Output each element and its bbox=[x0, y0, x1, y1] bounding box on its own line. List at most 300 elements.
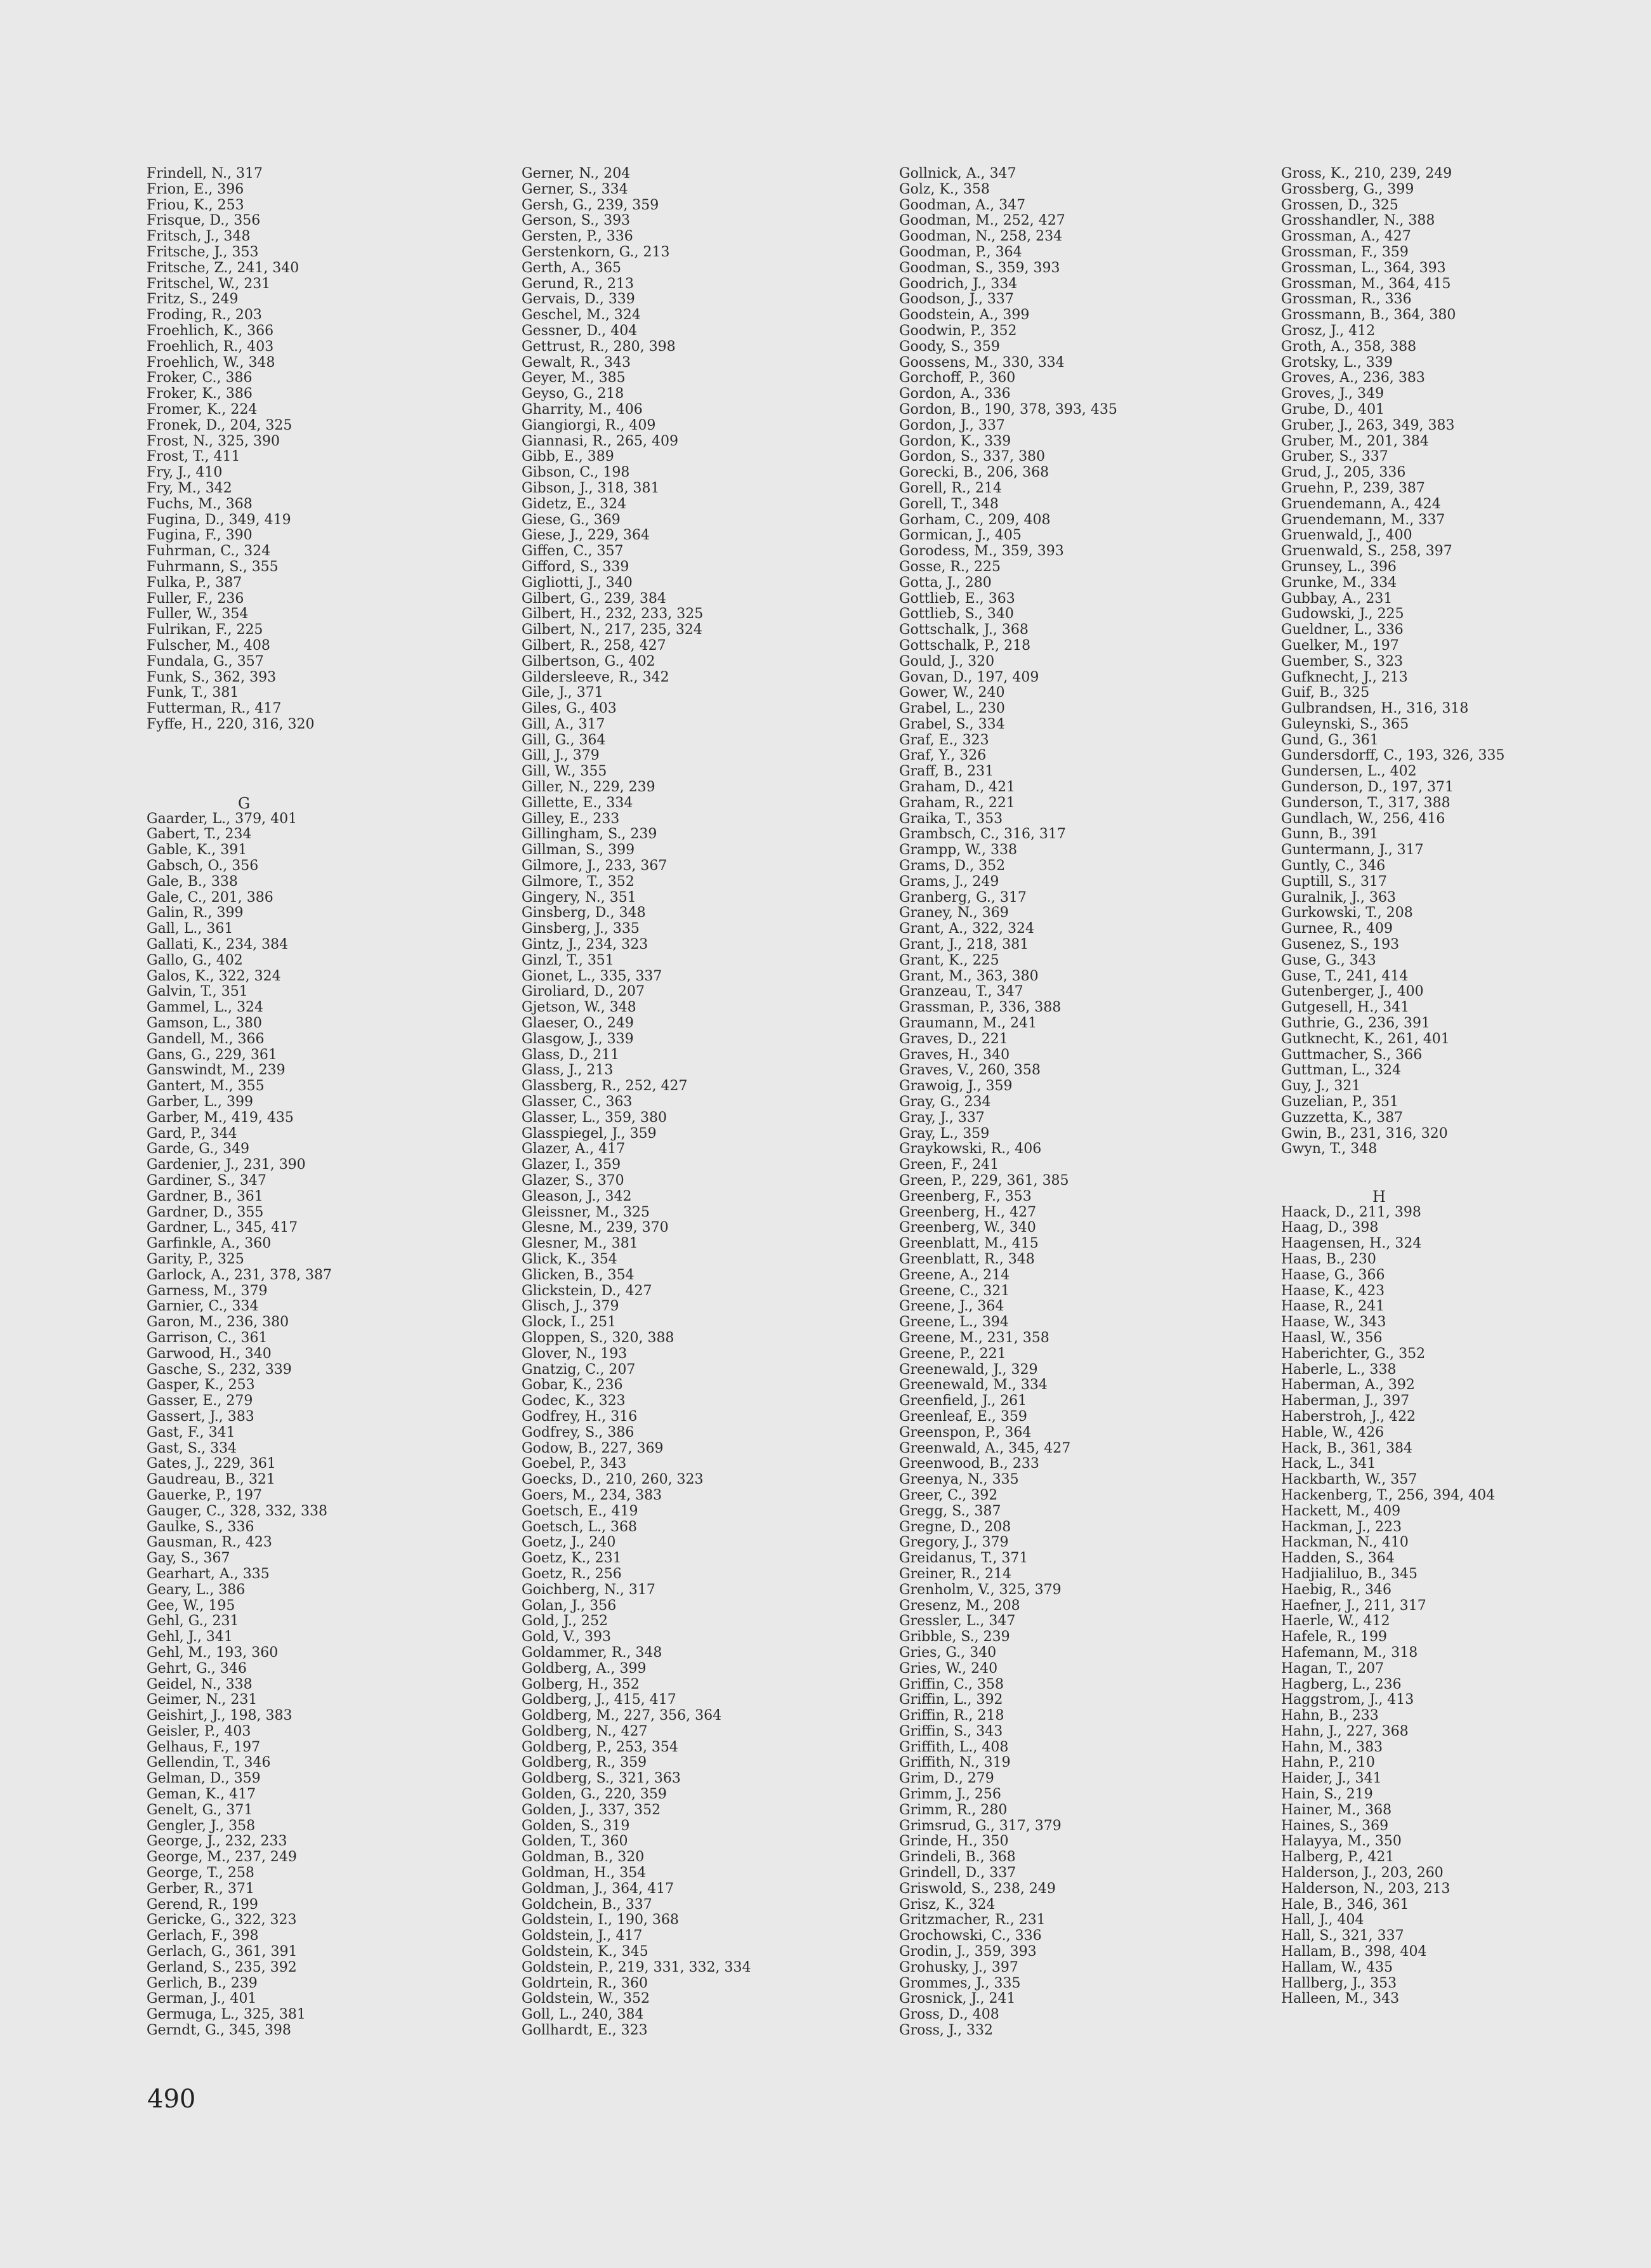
index-entry: Gray, J., 337 bbox=[899, 1109, 985, 1126]
index-entry: Geyso, G., 218 bbox=[522, 386, 624, 402]
index-entry: Hable, W., 426 bbox=[1281, 1424, 1385, 1441]
index-entry: Guy, J., 321 bbox=[1281, 1078, 1361, 1095]
index-entry: Hahn, P., 210 bbox=[1281, 1755, 1375, 1771]
index-entry: Golden, J., 337, 352 bbox=[522, 1802, 661, 1818]
index-entry: Grant, A., 322, 324 bbox=[899, 921, 1035, 937]
index-entry: Giangiorgi, R., 409 bbox=[522, 417, 656, 433]
index-entry: Hackman, J., 223 bbox=[1281, 1519, 1402, 1535]
index-entry: Goodman, P., 364 bbox=[899, 244, 1022, 260]
index-entry: Grisz, K., 324 bbox=[899, 1896, 996, 1913]
index-entry: Graves, V., 260, 358 bbox=[899, 1062, 1041, 1079]
index-entry: Gwyn, T., 348 bbox=[1281, 1141, 1378, 1157]
index-entry: Geschel, M., 324 bbox=[522, 307, 641, 324]
index-entry: Graves, H., 340 bbox=[899, 1046, 1010, 1063]
index-entry: Green, F., 241 bbox=[899, 1157, 999, 1173]
index-entry: Greenleaf, E., 359 bbox=[899, 1408, 1027, 1425]
index-entry: Grimsrud, G., 317, 379 bbox=[899, 1817, 1062, 1834]
index-entry: Grindell, D., 337 bbox=[899, 1865, 1016, 1882]
index-entry: Gabsch, O., 356 bbox=[147, 858, 259, 874]
index-entry: Grossen, D., 325 bbox=[1281, 197, 1398, 213]
index-entry: Froehlich, R., 403 bbox=[147, 338, 274, 355]
index-entry: Gable, K., 391 bbox=[147, 842, 247, 859]
index-entry: Gordon, S., 337, 380 bbox=[899, 449, 1046, 465]
index-entry: Giese, J., 229, 364 bbox=[522, 527, 650, 544]
index-entry: Haasl, W., 356 bbox=[1281, 1329, 1383, 1346]
index-entry: Fugina, D., 349, 419 bbox=[147, 511, 291, 528]
index-entry: Gottlieb, S., 340 bbox=[899, 606, 1014, 623]
index-entry: Galos, K., 322, 324 bbox=[147, 968, 281, 984]
index-entry: Gundlach, W., 256, 416 bbox=[1281, 810, 1445, 827]
section-heading: G bbox=[238, 794, 251, 812]
index-entry: Gardner, D., 355 bbox=[147, 1204, 264, 1220]
index-entry: Geyer, M., 385 bbox=[522, 370, 626, 386]
index-entry: Grams, D., 352 bbox=[899, 858, 1006, 874]
index-entry: Grosz, J., 412 bbox=[1281, 322, 1376, 339]
index-entry: Glick, K., 354 bbox=[522, 1251, 617, 1267]
index-entry: Gasper, K., 253 bbox=[147, 1377, 255, 1394]
index-entry: Greene, J., 364 bbox=[899, 1298, 1004, 1315]
index-entry: Garwood, H., 340 bbox=[147, 1345, 272, 1362]
index-entry: Gleason, J., 342 bbox=[522, 1188, 632, 1204]
index-entry: Gerstenkorn, G., 213 bbox=[522, 244, 670, 260]
index-entry: Goldberg, M., 227, 356, 364 bbox=[522, 1708, 722, 1724]
index-entry: Grimm, J., 256 bbox=[899, 1786, 1001, 1803]
index-entry: Goetz, J., 240 bbox=[522, 1534, 616, 1551]
index-entry: Guleynski, S., 365 bbox=[1281, 716, 1409, 732]
index-entry: Greenberg, H., 427 bbox=[899, 1204, 1037, 1220]
index-entry: Gerlach, G., 361, 391 bbox=[147, 1944, 298, 1960]
index-entry: Greene, L., 394 bbox=[899, 1314, 1009, 1331]
index-entry: Goodman, S., 359, 393 bbox=[899, 260, 1060, 276]
index-entry: Funk, S., 362, 393 bbox=[147, 669, 277, 685]
index-entry: Gross, D., 408 bbox=[899, 2007, 999, 2023]
index-entry: Griffin, S., 343 bbox=[899, 1723, 1003, 1739]
index-entry: Golden, G., 220, 359 bbox=[522, 1786, 667, 1803]
index-entry: Haberman, A., 392 bbox=[1281, 1377, 1415, 1394]
index-entry: Fry, J., 410 bbox=[147, 465, 223, 481]
index-entry: Gehl, G., 231 bbox=[147, 1613, 239, 1630]
index-entry: Grimm, R., 280 bbox=[899, 1802, 1008, 1818]
index-entry: Guzzetta, K., 387 bbox=[1281, 1109, 1404, 1126]
index-entry: Glasser, L., 359, 380 bbox=[522, 1109, 667, 1126]
index-entry: Gilmore, J., 233, 367 bbox=[522, 858, 668, 874]
index-entry: Gresenz, M., 208 bbox=[899, 1597, 1020, 1614]
index-entry: Goodstein, A., 399 bbox=[899, 307, 1030, 324]
index-entry: Gintz, J., 234, 323 bbox=[522, 937, 648, 953]
index-entry: Hack, L., 341 bbox=[1281, 1456, 1376, 1472]
index-entry: Friou, K., 253 bbox=[147, 197, 244, 213]
index-entry: Gunn, B., 391 bbox=[1281, 826, 1379, 843]
index-entry: Hallam, B., 398, 404 bbox=[1281, 1944, 1427, 1960]
index-entry: Gordon, A., 336 bbox=[899, 386, 1011, 402]
index-entry: Gettrust, R., 280, 398 bbox=[522, 338, 676, 355]
index-entry: Grambsch, C., 316, 317 bbox=[899, 826, 1066, 843]
index-entry: Gelhaus, F., 197 bbox=[147, 1739, 261, 1755]
index-entry: Gordon, B., 190, 378, 393, 435 bbox=[899, 401, 1117, 418]
index-entry: Grabel, S., 334 bbox=[899, 716, 1005, 732]
index-entry: Grampp, W., 338 bbox=[899, 842, 1017, 859]
index-entry: Gillingham, S., 239 bbox=[522, 826, 657, 843]
index-entry: Goldberg, R., 359 bbox=[522, 1755, 647, 1771]
index-entry: Gregg, S., 387 bbox=[899, 1503, 1001, 1519]
index-entry: Golberg, H., 352 bbox=[522, 1676, 640, 1692]
index-entry: Haberstroh, J., 422 bbox=[1281, 1408, 1416, 1425]
index-entry: Greenwood, B., 233 bbox=[899, 1456, 1039, 1472]
index-entry: Grossman, F., 359 bbox=[1281, 244, 1409, 260]
index-entry: Graumann, M., 241 bbox=[899, 1015, 1037, 1032]
index-entry: Goldman, B., 320 bbox=[522, 1849, 645, 1866]
index-entry: Gregory, J., 379 bbox=[899, 1534, 1009, 1551]
index-entry: Grenholm, V., 325, 379 bbox=[899, 1581, 1062, 1598]
index-entry: Goichberg, N., 317 bbox=[522, 1581, 655, 1598]
index-entry: Gundersen, L., 402 bbox=[1281, 763, 1417, 780]
index-entry: Guember, S., 323 bbox=[1281, 653, 1404, 669]
index-entry: Goldrtein, R., 360 bbox=[522, 1975, 648, 1991]
index-entry: Guttmacher, S., 366 bbox=[1281, 1046, 1423, 1063]
index-entry: Goldchein, B., 337 bbox=[522, 1896, 652, 1913]
index-entry: Gusenez, S., 193 bbox=[1281, 937, 1400, 953]
index-entry: Germuga, L., 325, 381 bbox=[147, 2007, 306, 2023]
index-column-2 bbox=[522, 166, 877, 2039]
index-entry: Gordon, K., 339 bbox=[899, 433, 1011, 449]
index-entry: Gerland, S., 235, 392 bbox=[147, 1959, 297, 1975]
index-entry: Grinde, H., 350 bbox=[899, 1833, 1009, 1850]
index-entry: Gundersdorff, C., 193, 326, 335 bbox=[1281, 748, 1505, 764]
index-entry: Gans, G., 229, 361 bbox=[147, 1046, 277, 1063]
index-entry: Fuchs, M., 368 bbox=[147, 496, 253, 512]
index-entry: Haase, K., 423 bbox=[1281, 1282, 1385, 1299]
index-entry: Gotta, J., 280 bbox=[899, 574, 992, 591]
index-entry: Gross, J., 332 bbox=[899, 2022, 993, 2039]
index-entry: Gerend, R., 199 bbox=[147, 1896, 258, 1913]
index-entry: Greenblatt, R., 348 bbox=[899, 1251, 1035, 1267]
index-entry: Gauger, C., 328, 332, 338 bbox=[147, 1503, 328, 1519]
index-entry: Geman, K., 417 bbox=[147, 1786, 256, 1803]
index-entry: Glasgow, J., 339 bbox=[522, 1031, 634, 1047]
index-entry: Halderson, N., 203, 213 bbox=[1281, 1880, 1450, 1897]
index-entry: Goodman, A., 347 bbox=[899, 197, 1026, 213]
index-entry: Gillette, E., 334 bbox=[522, 794, 633, 811]
index-entry: Gilbertson, G., 402 bbox=[522, 653, 655, 669]
index-entry: Goers, M., 234, 383 bbox=[522, 1487, 662, 1503]
index-entry: Guptill, S., 317 bbox=[1281, 873, 1388, 890]
index-entry: Graf, Y., 326 bbox=[899, 748, 987, 764]
index-entry: Goll, L., 240, 384 bbox=[522, 2007, 644, 2023]
index-entry: Greene, P., 221 bbox=[899, 1345, 1006, 1362]
index-entry: Greer, C., 392 bbox=[899, 1487, 998, 1503]
index-entry: Halberg, P., 421 bbox=[1281, 1849, 1395, 1866]
index-entry: Glassberg, R., 252, 427 bbox=[522, 1078, 688, 1095]
index-entry: Gale, C., 201, 386 bbox=[147, 889, 273, 906]
index-entry: Hahn, J., 227, 368 bbox=[1281, 1723, 1409, 1739]
index-entry: Gilbert, R., 258, 427 bbox=[522, 637, 666, 654]
index-entry: Gollnick, A., 347 bbox=[899, 166, 1016, 181]
index-entry: Garnier, C., 334 bbox=[147, 1298, 259, 1315]
index-entry: Goodrich, J., 334 bbox=[899, 275, 1018, 292]
index-entry: Grabel, L., 230 bbox=[899, 701, 1005, 717]
blank-line bbox=[1281, 1157, 1636, 1173]
index-entry: Fulscher, M., 408 bbox=[147, 637, 270, 654]
index-entry: Guntermann, J., 317 bbox=[1281, 842, 1424, 859]
index-entry: Haberichter, G., 352 bbox=[1281, 1345, 1426, 1362]
index-entry: Gillman, S., 399 bbox=[522, 842, 635, 859]
index-entry: Godow, B., 227, 369 bbox=[522, 1440, 664, 1456]
index-entry: Gunderson, D., 197, 371 bbox=[1281, 779, 1454, 796]
index-entry: Gingery, N., 351 bbox=[522, 889, 636, 906]
index-entry: Gee, W., 195 bbox=[147, 1597, 235, 1614]
index-entry: Gessner, D., 404 bbox=[522, 322, 638, 339]
index-entry: Fritsche, Z., 241, 340 bbox=[147, 260, 299, 276]
index-entry: Gill, G., 364 bbox=[522, 732, 606, 748]
index-entry: Haefner, J., 211, 317 bbox=[1281, 1597, 1426, 1614]
index-entry: Gruehn, P., 239, 387 bbox=[1281, 480, 1425, 496]
index-entry: Goodson, J., 337 bbox=[899, 291, 1014, 308]
index-entry: Grossman, A., 427 bbox=[1281, 228, 1411, 245]
index-column-4 bbox=[1281, 166, 1636, 2007]
index-entry: Garber, L., 399 bbox=[147, 1094, 253, 1111]
index-entry: Goldstein, K., 345 bbox=[522, 1944, 648, 1960]
index-entry: Gehl, J., 341 bbox=[147, 1629, 233, 1645]
index-entry: Hallam, W., 435 bbox=[1281, 1959, 1393, 1975]
index-entry: Hagan, T., 207 bbox=[1281, 1660, 1385, 1677]
index-entry: Gaarder, L., 379, 401 bbox=[147, 810, 298, 827]
index-entry: Hall, S., 321, 337 bbox=[1281, 1928, 1404, 1944]
index-entry: Froker, K., 386 bbox=[147, 386, 253, 402]
index-entry: Gidetz, E., 324 bbox=[522, 496, 627, 512]
index-entry: Gleissner, M., 325 bbox=[522, 1204, 650, 1220]
index-entry: Goody, S., 359 bbox=[899, 338, 1000, 355]
index-entry: Glover, N., 193 bbox=[522, 1345, 628, 1362]
index-entry: Hahn, M., 383 bbox=[1281, 1739, 1383, 1755]
index-entry: Gilbert, N., 217, 235, 324 bbox=[522, 622, 702, 638]
index-entry: Gile, J., 371 bbox=[522, 685, 603, 701]
index-entry: Fyffe, H., 220, 316, 320 bbox=[147, 716, 315, 732]
index-entry: Fugina, F., 390 bbox=[147, 527, 253, 544]
index-entry: Goldstein, J., 417 bbox=[522, 1928, 643, 1944]
index-entry: Fritsche, J., 353 bbox=[147, 244, 259, 260]
index-entry: Ginzl, T., 351 bbox=[522, 952, 614, 968]
index-entry: Grossberg, G., 399 bbox=[1281, 181, 1414, 197]
index-entry: Gordon, J., 337 bbox=[899, 417, 1005, 433]
index-entry: Glasspiegel, J., 359 bbox=[522, 1125, 657, 1142]
page-number: 490 bbox=[147, 2085, 196, 2114]
index-entry: Grossman, M., 364, 415 bbox=[1281, 275, 1451, 292]
index-entry: Ganswindt, M., 239 bbox=[147, 1062, 286, 1079]
index-entry: Hagberg, L., 236 bbox=[1281, 1676, 1402, 1692]
index-entry: Haack, D., 211, 398 bbox=[1281, 1204, 1421, 1220]
index-entry: Gund, G., 361 bbox=[1281, 732, 1379, 748]
index-entry: Gutenberger, J., 400 bbox=[1281, 984, 1424, 1000]
index-entry: Hainer, M., 368 bbox=[1281, 1802, 1392, 1818]
index-entry: Gardner, B., 361 bbox=[147, 1188, 263, 1204]
blank-line bbox=[147, 764, 502, 780]
index-entry: Gantert, M., 355 bbox=[147, 1078, 265, 1095]
index-entry: Green, P., 229, 361, 385 bbox=[899, 1173, 1069, 1189]
index-entry: Goetz, R., 256 bbox=[522, 1566, 622, 1582]
index-entry: Giffen, C., 357 bbox=[522, 543, 624, 560]
index-entry: Gervais, D., 339 bbox=[522, 291, 635, 308]
index-entry: Guelker, M., 197 bbox=[1281, 637, 1399, 654]
index-entry: Goldberg, A., 399 bbox=[522, 1660, 647, 1677]
index-entry: Gersten, P., 336 bbox=[522, 228, 633, 245]
index-column-1 bbox=[147, 166, 502, 2039]
index-entry: Glock, I., 251 bbox=[522, 1314, 617, 1331]
index-entry: Frisque, D., 356 bbox=[147, 213, 261, 229]
index-entry: Goldman, H., 354 bbox=[522, 1865, 647, 1882]
index-entry: Godfrey, H., 316 bbox=[522, 1408, 638, 1425]
index-entry: Gast, S., 334 bbox=[147, 1440, 237, 1456]
index-entry: Gerner, S., 334 bbox=[522, 181, 628, 197]
index-entry: Gueldner, L., 336 bbox=[1281, 622, 1404, 638]
index-entry: Gerlich, B., 239 bbox=[147, 1975, 258, 1991]
index-entry: Hain, S., 219 bbox=[1281, 1786, 1373, 1803]
index-entry: Golan, J., 356 bbox=[522, 1597, 617, 1614]
index-entry: Goldstein, W., 352 bbox=[522, 1991, 650, 2007]
index-entry: Goetsch, L., 368 bbox=[522, 1519, 638, 1535]
index-entry: Gould, J., 320 bbox=[899, 653, 995, 669]
index-entry: Goldman, J., 364, 417 bbox=[522, 1880, 674, 1897]
index-entry: Gaulke, S., 336 bbox=[147, 1519, 254, 1535]
index-entry: Gassert, J., 383 bbox=[147, 1408, 254, 1425]
index-entry: Goossens, M., 330, 334 bbox=[899, 354, 1065, 371]
index-entry: Ginsberg, J., 335 bbox=[522, 921, 640, 937]
index-entry: Haberman, J., 397 bbox=[1281, 1393, 1410, 1409]
index-entry: Giannasi, R., 265, 409 bbox=[522, 433, 679, 449]
index-entry: Golden, T., 360 bbox=[522, 1833, 628, 1850]
index-entry: Groves, A., 236, 383 bbox=[1281, 370, 1425, 386]
index-entry: Gerner, N., 204 bbox=[522, 166, 631, 181]
index-entry: Gottschalk, P., 218 bbox=[899, 637, 1031, 654]
index-entry: Haas, B., 230 bbox=[1281, 1251, 1376, 1267]
index-entry: Gehl, M., 193, 360 bbox=[147, 1644, 279, 1661]
index-entry: Garber, M., 419, 435 bbox=[147, 1109, 294, 1126]
index-entry: Goldberg, J., 415, 417 bbox=[522, 1692, 676, 1708]
index-entry: Giroliard, D., 207 bbox=[522, 984, 645, 1000]
index-entry: Gorchoff, P., 360 bbox=[899, 370, 1016, 386]
index-entry: Govan, D., 197, 409 bbox=[899, 669, 1039, 685]
index-entry: Gower, W., 240 bbox=[899, 685, 1005, 701]
blank-line bbox=[1281, 1173, 1636, 1189]
index-entry: Goodman, N., 258, 234 bbox=[899, 228, 1063, 245]
index-entry: Gibson, C., 198 bbox=[522, 465, 630, 481]
blank-line bbox=[147, 780, 502, 796]
index-entry: Geidel, N., 338 bbox=[147, 1676, 253, 1692]
index-entry: Hallberg, J., 353 bbox=[1281, 1975, 1397, 1991]
index-entry: Gobar, K., 236 bbox=[522, 1377, 623, 1394]
index-entry: Gill, A., 317 bbox=[522, 716, 605, 732]
index-entry: Grochowski, C., 336 bbox=[899, 1928, 1042, 1944]
index-entry: Gerndt, G., 345, 398 bbox=[147, 2022, 291, 2039]
index-entry: Hahn, B., 233 bbox=[1281, 1708, 1379, 1724]
index-entry: Gurkowski, T., 208 bbox=[1281, 905, 1413, 921]
index-entry: Gharrity, M., 406 bbox=[522, 401, 643, 418]
index-entry: Halderson, J., 203, 260 bbox=[1281, 1865, 1444, 1882]
index-entry: Froehlich, K., 366 bbox=[147, 322, 274, 339]
index-entry: Fundala, G., 357 bbox=[147, 653, 264, 669]
index-entry: Gries, W., 240 bbox=[899, 1660, 998, 1677]
index-entry: Goodwin, P., 352 bbox=[899, 322, 1017, 339]
index-entry: Haase, G., 366 bbox=[1281, 1267, 1385, 1283]
index-entry: Gifford, S., 339 bbox=[522, 558, 629, 575]
index-entry: Grossmann, B., 364, 380 bbox=[1281, 307, 1456, 324]
index-entry: Grunke, M., 334 bbox=[1281, 574, 1397, 591]
index-entry: Funk, T., 381 bbox=[147, 685, 239, 701]
index-entry: Goldstein, I., 190, 368 bbox=[522, 1912, 679, 1928]
index-entry: Greiner, R., 214 bbox=[899, 1566, 1011, 1582]
index-entry: Goldammer, R., 348 bbox=[522, 1644, 662, 1661]
index-entry: Gulbrandsen, H., 316, 318 bbox=[1281, 701, 1469, 717]
index-entry: Grohusky, J., 397 bbox=[899, 1959, 1018, 1975]
index-entry: Fulrikan, F., 225 bbox=[147, 622, 263, 638]
index-entry: Gaudreau, B., 321 bbox=[147, 1472, 275, 1488]
index-entry: Gruendemann, A., 424 bbox=[1281, 496, 1441, 512]
index-entry: Graf, E., 323 bbox=[899, 732, 989, 748]
index-entry: Gold, J., 252 bbox=[522, 1613, 608, 1630]
index-entry: Garrison, C., 361 bbox=[147, 1329, 268, 1346]
index-entry: Grossman, L., 364, 393 bbox=[1281, 260, 1446, 276]
index-entry: Granberg, G., 317 bbox=[899, 889, 1027, 906]
index-entry: Glasser, C., 363 bbox=[522, 1094, 633, 1111]
index-entry: Greenewald, M., 334 bbox=[899, 1377, 1048, 1394]
index-entry: Griswold, S., 238, 249 bbox=[899, 1880, 1056, 1897]
index-entry: Gorodess, M., 359, 393 bbox=[899, 543, 1064, 560]
index-entry: Fuller, F., 236 bbox=[147, 590, 244, 607]
index-entry: Grant, J., 218, 381 bbox=[899, 937, 1029, 953]
index-entry: Goldberg, N., 427 bbox=[522, 1723, 648, 1739]
index-entry: Hadjialiluo, B., 345 bbox=[1281, 1566, 1418, 1582]
index-entry: Garfinkle, A., 360 bbox=[147, 1236, 272, 1252]
index-entry: Galvin, T., 351 bbox=[147, 984, 248, 1000]
index-entry: Garon, M., 236, 380 bbox=[147, 1314, 289, 1331]
index-entry: Gill, J., 379 bbox=[522, 748, 600, 764]
index-entry: Golden, S., 319 bbox=[522, 1817, 630, 1834]
index-entry: Glaeser, O., 249 bbox=[522, 1015, 634, 1032]
index-entry: Goldberg, S., 321, 363 bbox=[522, 1770, 681, 1787]
index-entry: Gerber, R., 371 bbox=[147, 1880, 254, 1897]
index-entry: Gottlieb, E., 363 bbox=[899, 590, 1015, 607]
index-entry: Gelman, D., 359 bbox=[147, 1770, 261, 1787]
index-entry: Froding, R., 203 bbox=[147, 307, 262, 324]
index-entry: Gerth, A., 365 bbox=[522, 260, 621, 276]
section-heading: H bbox=[1372, 1187, 1386, 1206]
index-entry: Glazer, S., 370 bbox=[522, 1173, 624, 1189]
index-entry: Garlock, A., 231, 378, 387 bbox=[147, 1267, 332, 1283]
index-column-3 bbox=[899, 166, 1254, 2039]
index-entry: Godfrey, S., 386 bbox=[522, 1424, 635, 1441]
index-entry: Glickstein, D., 427 bbox=[522, 1282, 652, 1299]
index-entry: Goebel, P., 343 bbox=[522, 1456, 627, 1472]
index-entry: Gericke, G., 322, 323 bbox=[147, 1912, 297, 1928]
index-entry: Geisler, P., 403 bbox=[147, 1723, 251, 1739]
index-entry: Graika, T., 353 bbox=[899, 810, 1003, 827]
index-entry: Gerson, S., 393 bbox=[522, 213, 631, 229]
index-entry: Grindeli, B., 368 bbox=[899, 1849, 1016, 1866]
index-entry: Gill, W., 355 bbox=[522, 763, 607, 780]
index-entry: Groves, J., 349 bbox=[1281, 386, 1385, 402]
index-entry: Frindell, N., 317 bbox=[147, 166, 263, 181]
index-entry: Genelt, G., 371 bbox=[147, 1802, 253, 1818]
index-entry: Haase, W., 343 bbox=[1281, 1314, 1386, 1331]
index-entry: Hall, J., 404 bbox=[1281, 1912, 1364, 1928]
index-entry: George, M., 237, 249 bbox=[147, 1849, 297, 1866]
index-entry: Graff, B., 231 bbox=[899, 763, 994, 780]
index-entry: George, T., 258 bbox=[147, 1865, 254, 1882]
index-entry: Hackett, M., 409 bbox=[1281, 1503, 1401, 1519]
index-entry: Fry, M., 342 bbox=[147, 480, 232, 496]
index-entry: Goetz, K., 231 bbox=[522, 1550, 622, 1567]
index-entry: Gigliotti, J., 340 bbox=[522, 574, 633, 591]
index-entry: Greenberg, F., 353 bbox=[899, 1188, 1032, 1204]
